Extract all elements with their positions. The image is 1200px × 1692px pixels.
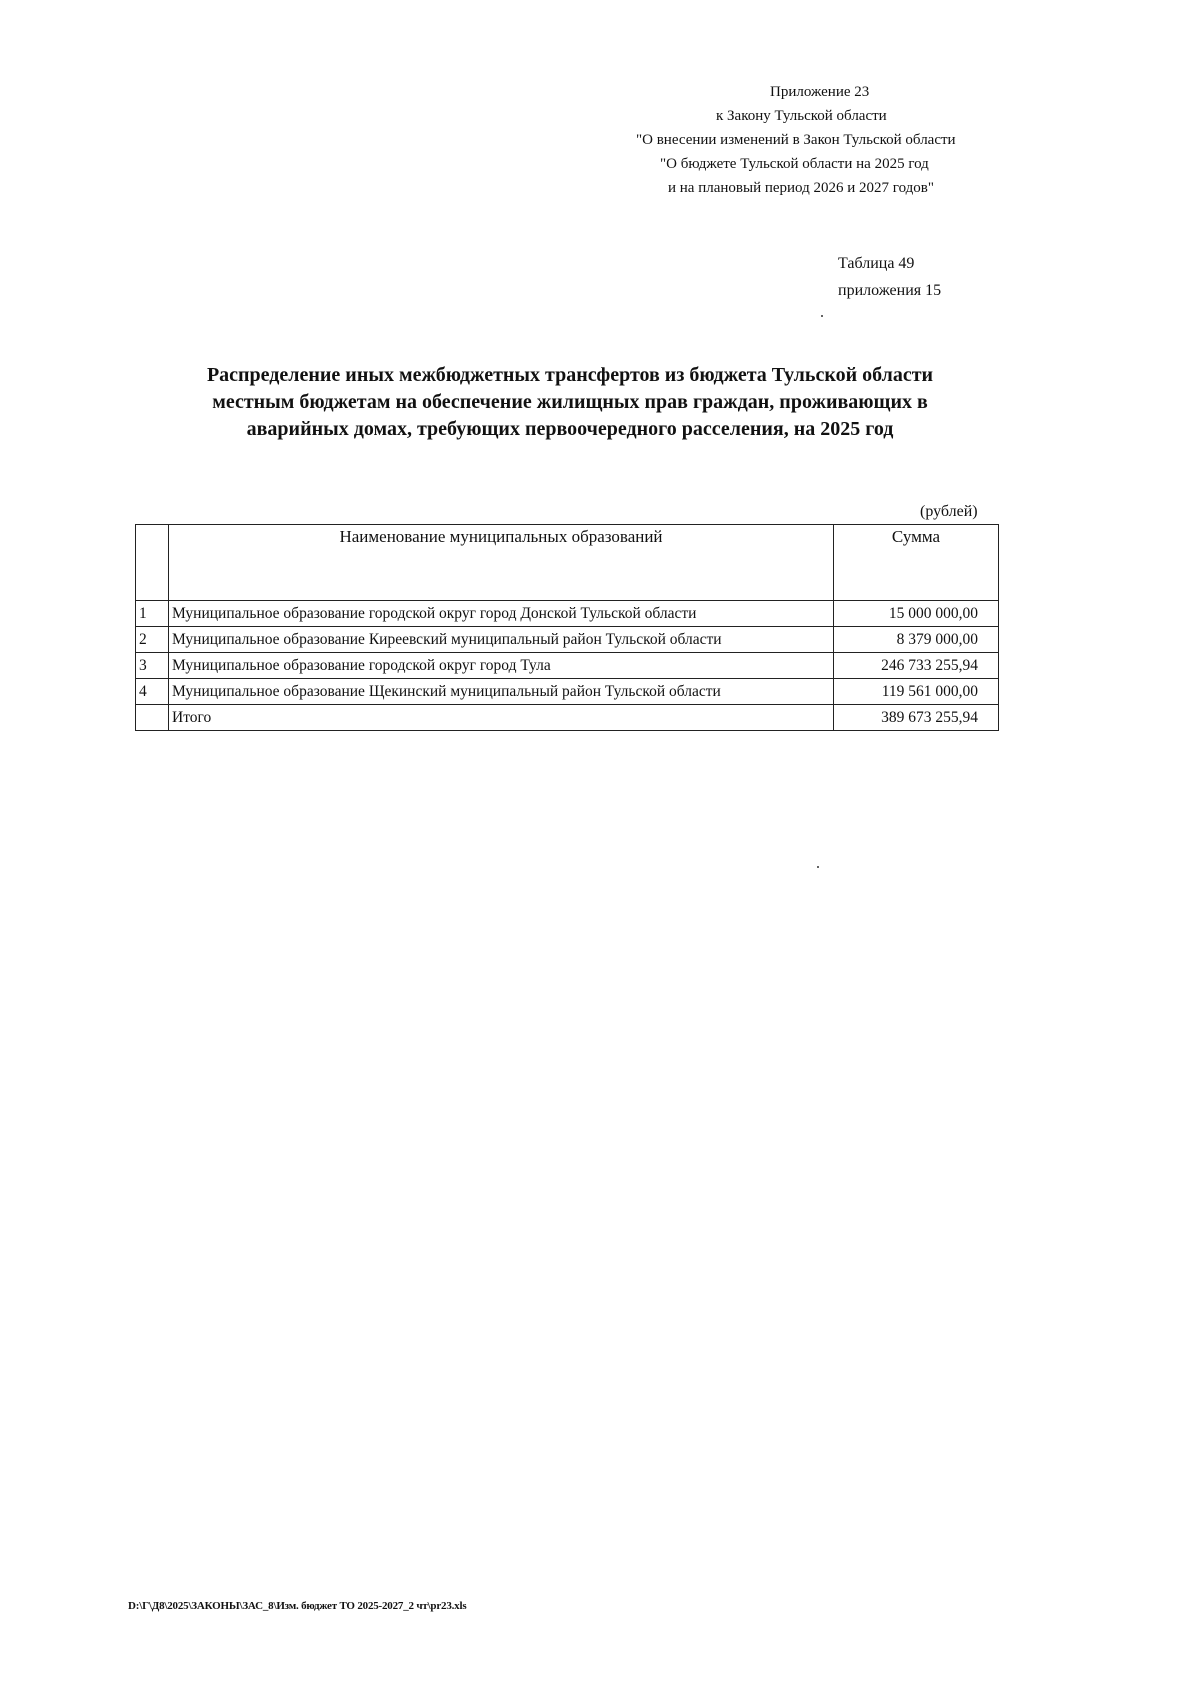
- table-row: [136, 601, 999, 627]
- appendix-law-title-3: и на плановый период 2026 и 2027 годов": [668, 180, 934, 196]
- scan-speck: [817, 866, 819, 868]
- scan-speck: [821, 315, 823, 317]
- appendix-law-title-1: "О внесении изменений в Закон Тульской области: [636, 132, 956, 148]
- table-row: [136, 679, 999, 705]
- row-name: Муниципальное образование Киреевский муниципальный район Тульской области: [169, 627, 834, 653]
- row-number: 2: [136, 627, 169, 653]
- row-number: 1: [136, 601, 169, 627]
- row-name: Муниципальное образование городской округ город Тула: [169, 653, 834, 679]
- title-line-1: Распределение иных межбюджетных трансфертов из бюджета Тульской области: [206, 364, 934, 386]
- document-title: [150, 362, 990, 443]
- units-label: (рублей): [920, 503, 978, 520]
- transfers-table: [135, 524, 999, 731]
- title-line-3: аварийных домах, требующих первоочередного расселения, на 2025 год: [246, 418, 894, 440]
- row-sum: 119 561 000,00: [834, 679, 999, 705]
- total-sum: 389 673 255,94: [834, 705, 999, 731]
- header-num: [136, 525, 169, 601]
- row-sum: 8 379 000,00: [834, 627, 999, 653]
- table-total-row: [136, 705, 999, 731]
- table-header-row: [136, 525, 999, 601]
- total-number: [136, 705, 169, 731]
- appendix-law-title-2: "О бюджете Тульской области на 2025 год: [660, 156, 929, 172]
- table-number: Таблица 49: [838, 255, 915, 272]
- row-name: Муниципальное образование Щекинский муниципальный район Тульской области: [169, 679, 834, 705]
- row-number: 4: [136, 679, 169, 705]
- row-name: Муниципальное образование городской округ город Донской Тульской области: [169, 601, 834, 627]
- table-row: [136, 627, 999, 653]
- table-row: [136, 653, 999, 679]
- table-appendix-ref: приложения 15: [838, 282, 942, 299]
- row-number: 3: [136, 653, 169, 679]
- table-reference: [838, 250, 941, 304]
- appendix-header: [560, 80, 1020, 200]
- total-label: Итого: [169, 705, 834, 731]
- row-sum: 15 000 000,00: [834, 601, 999, 627]
- title-line-2: местным бюджетам на обеспечение жилищных прав граждан, проживающих в: [212, 391, 928, 413]
- appendix-law-ref: к Закону Тульской области: [716, 108, 887, 124]
- header-sum: Сумма: [834, 525, 999, 601]
- row-sum: 246 733 255,94: [834, 653, 999, 679]
- header-name: Наименование муниципальных образований: [169, 525, 834, 601]
- appendix-number: Приложение 23: [770, 84, 870, 100]
- file-path-footer: D:\Г\Д8\2025\ЗАКОНЫ\ЗАС_8\Изм. бюджет ТО 2025-2027_2 чт\pr23.xls: [128, 1600, 467, 1612]
